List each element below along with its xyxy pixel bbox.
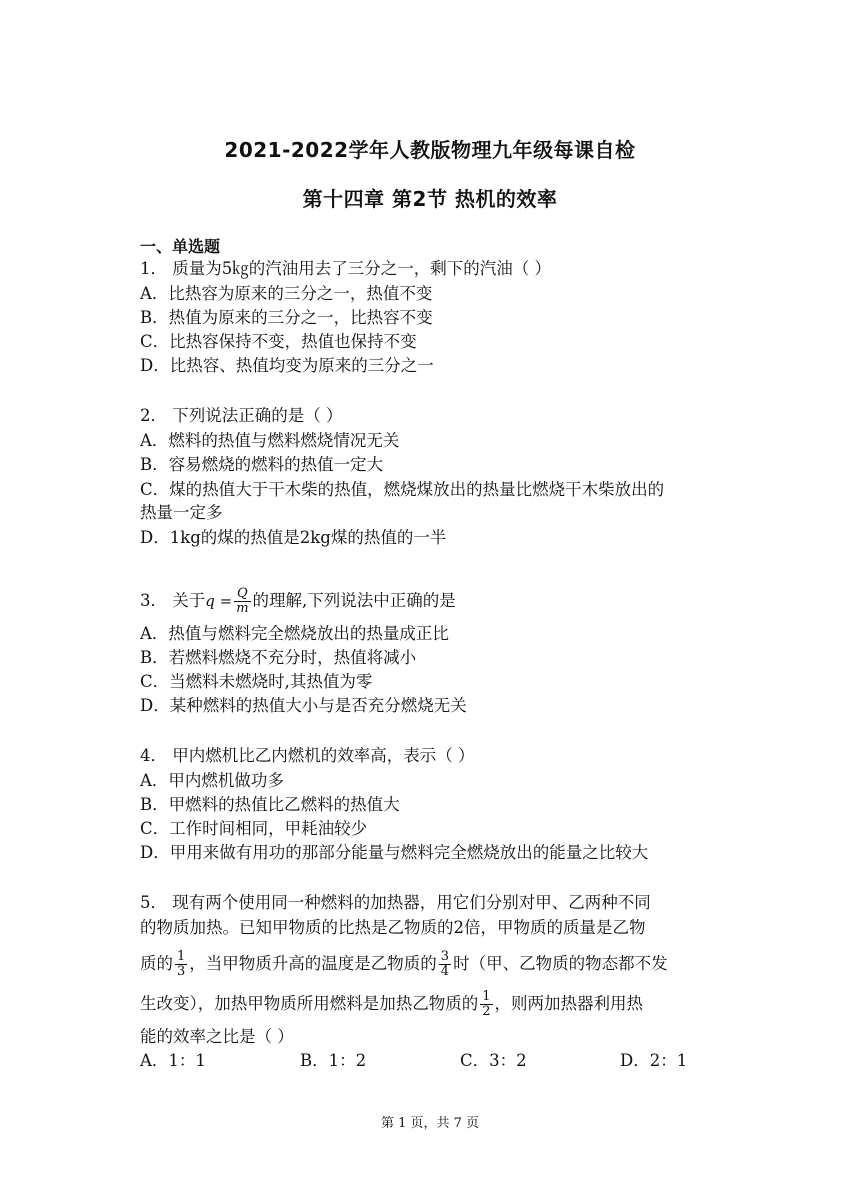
fraction-three-quarters xyxy=(439,950,451,979)
fraction-one-third-denominator: 3 xyxy=(177,964,186,979)
question-5-line-4-b: ，则两加热器利用热 xyxy=(494,994,644,1013)
question-5-option-a: A．1：1 xyxy=(140,1051,206,1070)
question-1-option-b: B．热值为原来的三分之一，比热容不变 xyxy=(140,308,433,327)
chapter-subtitle: 第十四章 第2节 热机的效率 xyxy=(302,187,558,211)
question-5-option-d: D．2：1 xyxy=(620,1051,688,1070)
question-5-option-b: B．1：2 xyxy=(300,1051,367,1070)
question-5-line-3-b: ，当甲物质升高的温度是乙物质的 xyxy=(189,954,437,973)
question-3-option-d: D．某种燃料的热值大小与是否充分燃烧无关 xyxy=(140,696,467,715)
question-5-line-3 xyxy=(140,944,668,984)
question-5-option-c: C．3：2 xyxy=(460,1051,527,1070)
question-2-option-c: C．煤的热值大于干木柴的热值，燃烧煤放出的热量比燃烧干木柴放出的 xyxy=(140,480,665,499)
question-5-line-3-c: 时（甲、乙物质的物态都不发 xyxy=(453,954,668,973)
question-3-stem-suffix: 的理解,下列说法中正确的是 xyxy=(252,591,456,610)
question-5-line-1: 5． 现有两个使用同一种燃料的加热器，用它们分别对甲、乙两种不同 xyxy=(140,893,651,912)
fraction-three-quarters-numerator: 3 xyxy=(440,949,450,964)
question-5-line-4-a: 生改变），加热甲物质所用燃料是加热乙物质的 xyxy=(140,994,479,1013)
question-1-stem: 1． 质量为5㎏的汽油用去了三分之一，剩下的汽油（ ） xyxy=(140,259,551,278)
question-2-option-b: B．容易燃烧的燃料的热值一定大 xyxy=(140,455,384,474)
question-4-option-b: B．甲燃料的热值比乙燃料的热值大 xyxy=(140,795,400,814)
section-heading: 一、单选题 xyxy=(140,237,221,256)
fraction-one-half xyxy=(480,990,492,1019)
question-4-option-a: A．甲内燃机做功多 xyxy=(140,771,284,790)
document-title: 2021-2022学年人教版物理九年级每课自检 xyxy=(224,138,636,162)
question-1-option-d: D．比热容、热值均变为原来的三分之一 xyxy=(140,356,434,375)
question-5-line-2: 的物质加热。已知甲物质的比热是乙物质的2倍，甲物质的质量是乙物 xyxy=(140,918,646,937)
fraction-one-third-numerator: 1 xyxy=(177,949,186,964)
question-5-line-3-a: 质的 xyxy=(140,954,173,973)
formula-denominator: m xyxy=(236,601,249,616)
question-3-option-c: C．当燃料未燃烧时,其热值为零 xyxy=(140,672,373,691)
question-2-option-c-continued: 热量一定多 xyxy=(140,503,223,522)
question-3-option-b: B．若燃料燃烧不充分时，热值将减小 xyxy=(140,648,417,667)
question-3-stem xyxy=(140,583,456,619)
question-4-option-d: D．甲用来做有用功的那部分能量与燃料完全燃烧放出的能量之比较大 xyxy=(140,843,649,862)
question-3-option-a: A．热值与燃料完全燃烧放出的热量成正比 xyxy=(140,624,449,643)
question-2-stem: 2． 下列说法正确的是（ ） xyxy=(140,406,343,425)
fraction-one-half-denominator: 2 xyxy=(482,1004,491,1019)
question-4-stem: 4． 甲内燃机比乙内燃机的效率高，表示（ ） xyxy=(140,746,475,765)
formula-lhs: q = xyxy=(205,592,233,610)
question-1-option-c: C．比热容保持不变，热值也保持不变 xyxy=(140,332,417,351)
question-2-option-d: D．1kg的煤的热值是2kg煤的热值的一半 xyxy=(140,528,447,547)
question-5-line-4 xyxy=(140,984,643,1024)
page-footer: 第 1 页，共 7 页 xyxy=(380,1116,480,1131)
question-3-stem-prefix: 3． 关于 xyxy=(140,591,206,610)
question-4-option-c: C．工作时间相同，甲耗油较少 xyxy=(140,819,368,838)
question-2-option-a: A．燃料的热值与燃料燃烧情况无关 xyxy=(140,431,400,450)
question-5-line-5: 能的效率之比是（ ） xyxy=(140,1027,294,1046)
fraction-one-third xyxy=(175,950,187,979)
fraction-one-half-numerator: 1 xyxy=(482,989,491,1004)
question-5-options xyxy=(140,1051,700,1071)
fraction-three-quarters-denominator: 4 xyxy=(440,964,450,979)
question-1-option-a: A．比热容为原来的三分之一，热值不变 xyxy=(140,284,433,303)
formula-fraction xyxy=(234,587,250,616)
formula-numerator: Q xyxy=(234,587,250,602)
